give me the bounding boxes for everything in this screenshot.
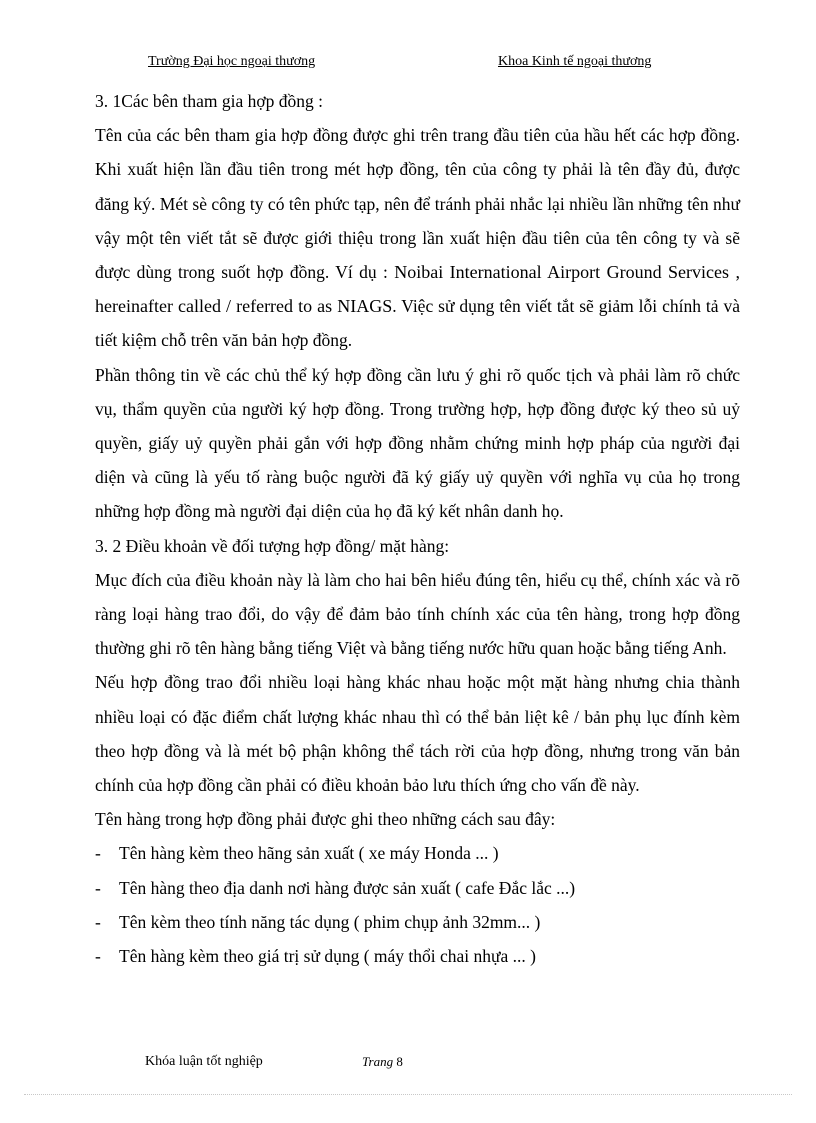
list-item: [95, 939, 740, 973]
header-university: Trường Đại học ngoại thương: [148, 54, 316, 69]
paragraph-purpose: Mục đích của điều khoản này là làm cho hai bên hiểu đúng tên, hiểu cụ thể, chính xác và rõ ràng loại hàng trao đổi, do vậy để đảm bảo tính chính xác của tên hàng, trong hợp đồng thường ghi rõ tên hàng bằng tiếng Việt và bằng tiếng nước hữu quan hoặc bằng tiếng Anh.: [95, 569, 740, 659]
page-number: 8: [396, 1054, 403, 1069]
list-item: [95, 905, 740, 939]
paragraph-text: Tên của các bên tham gia hợp đồng được ghi trên trang đầu tiên của hầu hết các hợp đồng. Khi xuất hiện lần đầu tiên trong mét hợp đồng, tên của công ty phải là tên đầy đủ, được đăng ký. Mét sè công ty có tên phức tạp, nên để tránh phải nhắc lại nhiều lần những tên như vậy một tên viết tắt sẽ được giới thiệu trong lần xuất hiện đầu tiên của tên công ty và sẽ được dùng trong suốt hợp đồng. Ví dụ :: [95, 125, 740, 283]
paragraph-signatories: Phần thông tin về các chủ thể ký hợp đồng cần lưu ý ghi rõ quốc tịch và phải làm rõ chức vụ, thẩm quyền của người ký hợp đồng. Trong trường hợp, hợp đồng được ký theo sủ uỷ quyền, giấy uỷ quyền phải gắn với hợp đồng nhằm chứng minh hợp pháp của người đại diện và cũng là yếu tố ràng buộc người đã ký giấy uỷ quyền với nghĩa vụ của họ trong những hợp đồng mà người đại diện của họ đã ký kết nhân danh họ.: [95, 364, 740, 522]
list-item: [95, 871, 740, 905]
footer-thesis-title: Khóa luận tốt nghiệp: [145, 1054, 263, 1069]
header-faculty: Khoa Kinh tế ngoại thương: [498, 54, 652, 69]
list-item-text: Tên kèm theo tính năng tác dụng ( phim chụp ảnh 32mm... ): [119, 911, 541, 932]
example-company-name: Noibai International Airport Ground Services , hereinafter called / referred to as NIAGS: [95, 262, 740, 317]
list-item-text: Tên hàng kèm theo hãng sản xuất ( xe máy Honda ... ): [119, 843, 499, 864]
list-bullet: -: [95, 911, 101, 932]
paragraph-text: . Việc sử dụng tên viết tắt sẽ giảm lỗi chính tả và tiết kiệm chỗ trên văn bản hợp đồng.: [95, 296, 740, 351]
page-bottom-divider: [24, 1094, 792, 1095]
list-bullet: -: [95, 946, 101, 967]
list-item: [95, 836, 740, 870]
section-heading-subject: 3. 2 Điều khoản về đối tượng hợp đồng/ mặt hàng:: [95, 535, 450, 556]
list-bullet: -: [95, 877, 101, 898]
paragraph-party-names: [95, 118, 740, 357]
page-label: Trang: [362, 1054, 394, 1069]
footer-page-number: [362, 1054, 403, 1070]
list-bullet: -: [95, 843, 101, 864]
list-item-text: Tên hàng kèm theo giá trị sử dụng ( máy thổi chai nhựa ... ): [119, 946, 536, 967]
paragraph-naming-methods: Tên hàng trong hợp đồng phải được ghi theo những cách sau đây:: [95, 809, 556, 830]
paragraph-multiple-goods: Nếu hợp đồng trao đổi nhiều loại hàng khác nhau hoặc một mặt hàng nhưng chia thành nhiều loại có đặc điểm chất lượng khác nhau thì có thể bản liệt kê / bản phụ lục đính kèm theo hợp đồng và là mét bộ phận không thể tách rời của hợp đồng, nhưng trong văn bản chính của hợp đồng cần phải có điều khoản bảo lưu thích ứng cho vấn đề này.: [95, 672, 740, 796]
section-heading-parties: 3. 1Các bên tham gia hợp đồng :: [95, 91, 323, 111]
list-item-text: Tên hàng theo địa danh nơi hàng được sản xuất ( cafe Đắc lắc ...): [119, 877, 576, 898]
document-body: [95, 84, 740, 973]
